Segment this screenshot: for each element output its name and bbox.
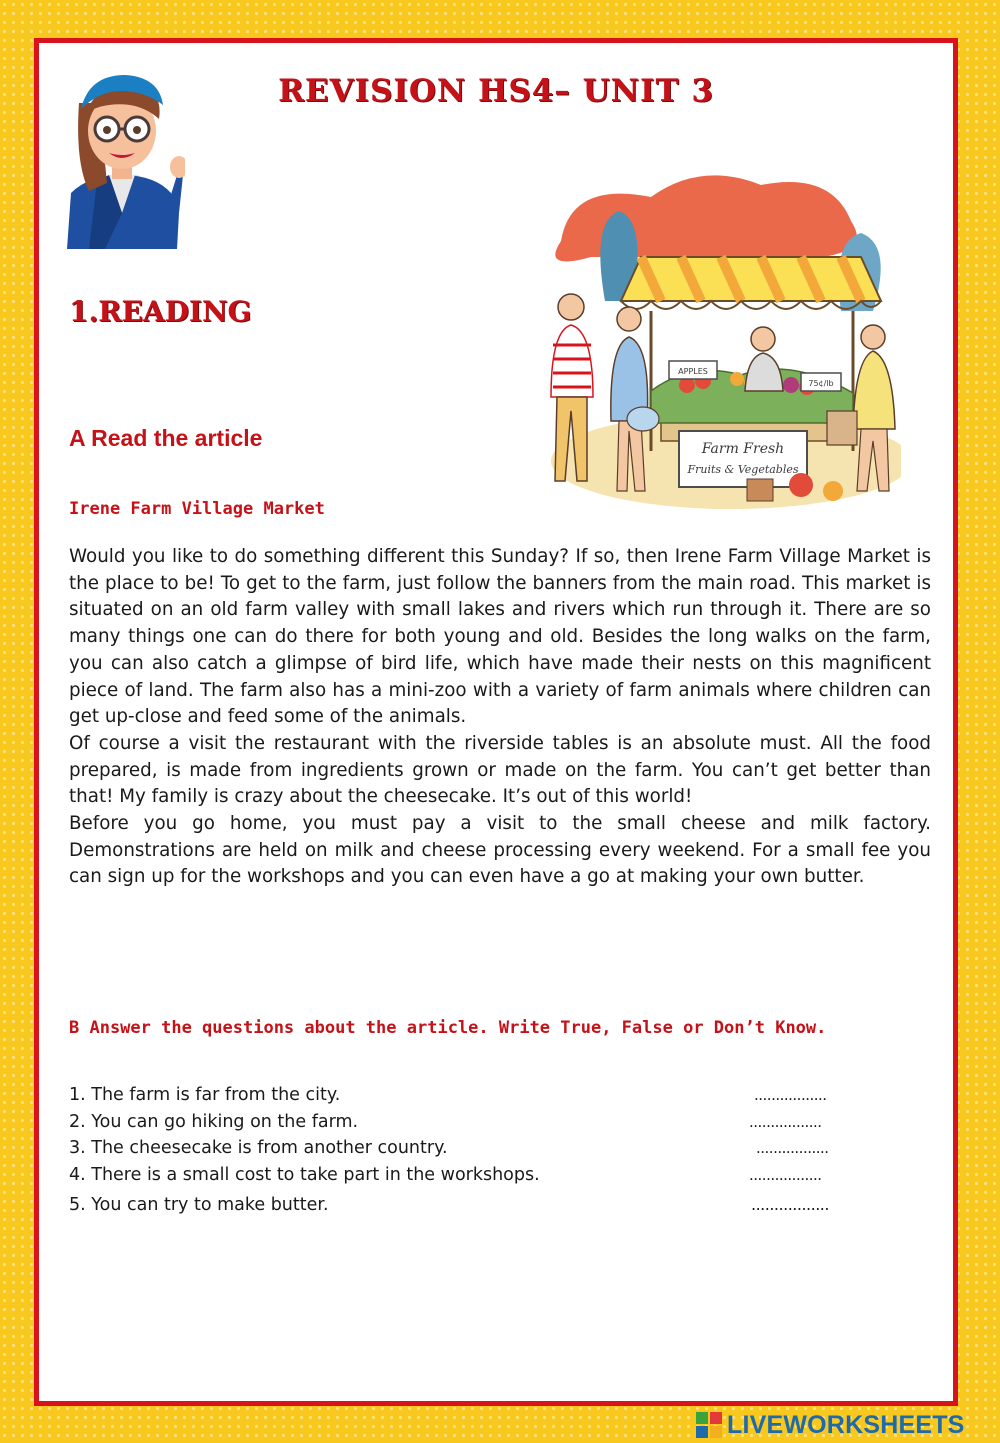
part-a-label: A Read the article bbox=[69, 425, 263, 451]
question-item bbox=[69, 1162, 931, 1189]
question-text: 3. The cheesecake is from another country. bbox=[69, 1138, 448, 1158]
sign-line1: Farm Fresh bbox=[701, 441, 785, 457]
farm-market-illustration bbox=[501, 161, 901, 513]
question-item bbox=[69, 1192, 931, 1219]
page-title: REVISION HS4– UNIT 3 bbox=[278, 73, 714, 109]
answer-field[interactable]: ................. bbox=[751, 1195, 829, 1214]
article-title: Irene Farm Village Market bbox=[69, 499, 325, 519]
article-paragraph: Of course a visit the restaurant with the riverside tables is an absolute must. All the food prepared, is made from ingredients grown or made on the farm. You can’t get better than that! My family is crazy about the cheesecake. It’s out of this world! bbox=[69, 732, 931, 808]
section-heading: 1.READING bbox=[69, 295, 252, 328]
worksheet-frame bbox=[34, 38, 958, 1406]
answer-field[interactable]: ................. bbox=[756, 1139, 829, 1157]
answer-field[interactable]: ................. bbox=[749, 1165, 822, 1184]
part-b-label: B Answer the questions about the article. Write True, False or Don’t Know. bbox=[69, 1018, 827, 1038]
liveworksheets-logo-icon bbox=[696, 1412, 722, 1438]
question-item bbox=[69, 1082, 931, 1109]
question-text: 5. You can try to make butter. bbox=[69, 1195, 329, 1215]
article-body bbox=[69, 544, 931, 891]
tag-price: 75¢/lb bbox=[808, 379, 834, 388]
question-text: 1. The farm is far from the city. bbox=[69, 1085, 341, 1105]
question-text: 4. There is a small cost to take part in the workshops. bbox=[69, 1164, 540, 1185]
watermark-text: LIVEWORKSHEETS bbox=[727, 1410, 965, 1439]
question-item bbox=[69, 1135, 931, 1162]
sign-line2: Fruits & Vegetables bbox=[687, 463, 799, 476]
article-paragraph: Would you like to do something different this Sunday? If so, then Irene Farm Village Market is the place to be! To get to the farm, just follow the banners from the main road. This market is situated on an old farm valley with small lakes and rivers which run through it. There are so many things one can do there for both young and old. Besides the long walks on the farm, you can also catch a glimpse of bird life, which have made their nests on this magnificent piece of land. The farm also has a mini-zoo with a variety of farm animals where children can get up-close and feed some of the animals. bbox=[69, 546, 931, 728]
question-item bbox=[69, 1109, 931, 1136]
tag-apples: APPLES bbox=[678, 367, 708, 376]
article-paragraph: Before you go home, you must pay a visit to the small cheese and milk factory. Demonstrations are held on milk and cheese processing every weekend. For a small fee you can sign up for the workshops and you can even have a go at making your own butter. bbox=[69, 813, 931, 888]
question-text: 2. You can go hiking on the farm. bbox=[69, 1111, 359, 1132]
answer-field[interactable]: ................. bbox=[754, 1086, 827, 1104]
liveworksheets-watermark bbox=[696, 1410, 965, 1440]
answer-field[interactable]: ................. bbox=[749, 1112, 822, 1131]
question-list bbox=[69, 1082, 931, 1219]
